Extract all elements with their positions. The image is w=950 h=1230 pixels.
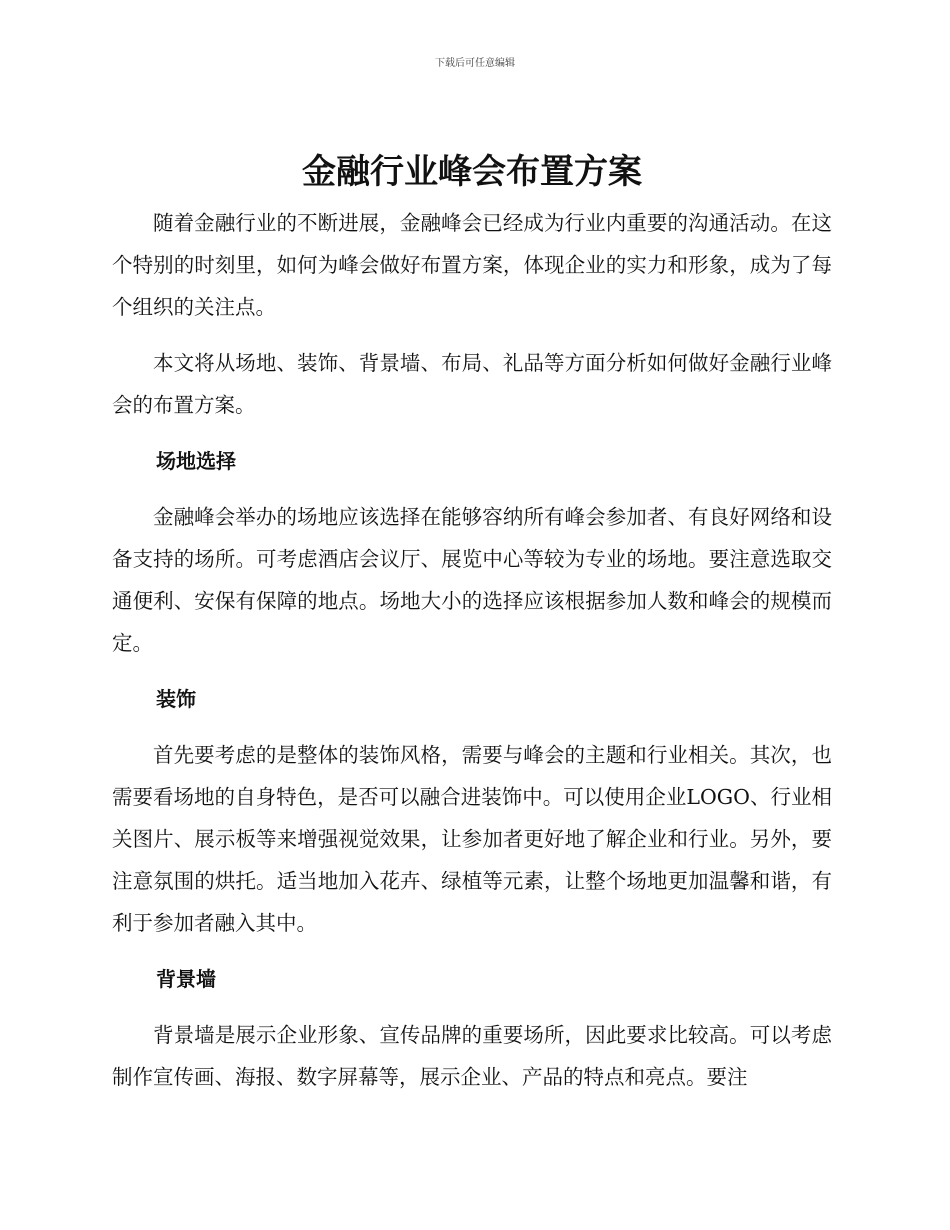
intro-paragraph-1: 随着金融行业的不断进展，金融峰会已经成为行业内重要的沟通活动。在这个特别的时刻里，如何为峰会做好布置方案，体现企业的实力和形象，成为了每个组织的关注点。 xyxy=(112,211,832,319)
document-body xyxy=(112,148,832,1112)
section-body-venue: 金融峰会举办的场地应该选择在能够容纳所有峰会参加者、有良好网络和设备支持的场所。可考虑酒店会议厅、展览中心等较为专业的场地。要注意选取交通便利、安保有保障的地点。场地大小的选择应该根据参加人数和峰会的规模而定。 xyxy=(112,505,832,655)
section-heading-backdrop: 背景墙 xyxy=(156,967,216,991)
section-heading-venue: 场地选择 xyxy=(156,449,236,473)
page-header: 下载后可任意编辑 xyxy=(435,58,515,69)
intro-paragraph-2: 本文将从场地、装饰、背景墙、布局、礼品等方面分析如何做好金融行业峰会的布置方案。 xyxy=(112,351,832,417)
section-body-backdrop: 背景墙是展示企业形象、宣传品牌的重要场所，因此要求比较高。可以考虑制作宣传画、海报、数字屏幕等，展示企业、产品的特点和亮点。要注 xyxy=(112,1023,832,1089)
section-heading-decoration: 装饰 xyxy=(156,687,196,711)
section-body-decoration: 首先要考虑的是整体的装饰风格，需要与峰会的主题和行业相关。其次，也需要看场地的自身特色，是否可以融合进装饰中。可以使用企业LOGO、行业相关图片、展示板等来增强视觉效果，让参加者更好地了解企业和行业。另外，要注意氛围的烘托。适当地加入花卉、绿植等元素，让整个场地更加温馨和谐，有利于参加者融入其中。 xyxy=(112,743,832,935)
document-title: 金融行业峰会布置方案 xyxy=(302,152,642,192)
